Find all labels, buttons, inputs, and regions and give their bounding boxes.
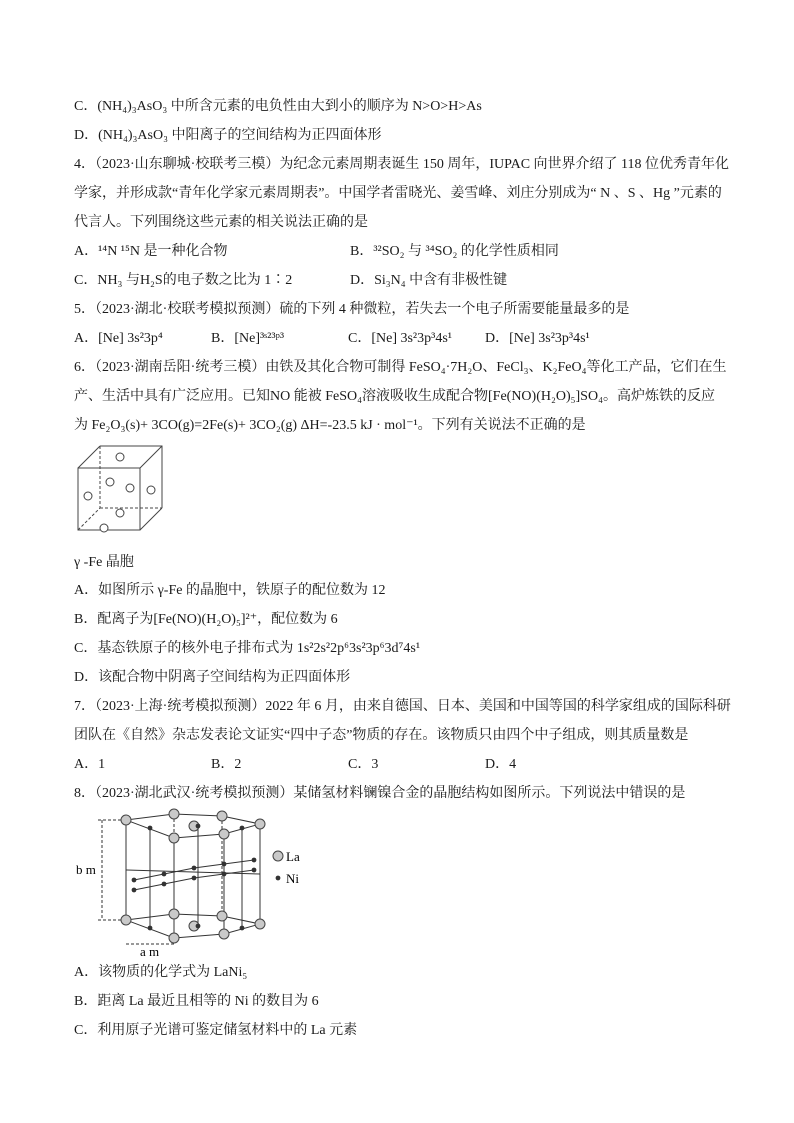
q4-stem-2: 学家，并形成款“青年化学家元素周期表”。中国学者雷晓光、姜雪峰、刘庄分别成为“ N 、S 、Hg ”元素的 [74, 186, 722, 201]
q5-option-b: B．[Ne]³ˢ²³ᵖ³ [211, 331, 285, 346]
lani5-unit-cell-figure [74, 808, 734, 958]
q4-options-row-2 [74, 266, 734, 295]
q4-options-row-1 [74, 237, 734, 266]
q4-stem-1: 4．（2023·山东聊城·校联考三模）为纪念元素周期表诞生 150 周年，IUPAC 向世界介绍了 118 位优秀青年化 [74, 157, 730, 172]
fcc-cube-diagram [74, 440, 184, 550]
q8-option-a: A．该物质的化学式为 LaNi₅ [74, 965, 248, 980]
legend-ni: Ni [286, 871, 299, 886]
q5-option-a: A．[Ne] 3s²3p⁴ [74, 331, 163, 346]
q4-option-d: D．Si₃N₄ 中含有非极性键 [350, 273, 508, 288]
q4-option-c: C．NH₃ 与H₂S的电子数之比为 1∶2 [74, 273, 293, 288]
q6-option-a: A．如图所示 γ-Fe 的晶胞中，铁原子的配位数为 12 [74, 583, 386, 598]
q4-option-a: A．¹⁴N ¹⁵N 是一种化合物 [74, 244, 228, 259]
q7-option-a: A．1 [74, 757, 106, 772]
q4-stem-3: 代言人。下列围绕这些元素的相关说法正确的是 [74, 215, 368, 230]
gamma-fe-caption: γ -Fe 晶胞 [74, 555, 134, 570]
q7-option-c: C．3 [348, 757, 379, 772]
q6-option-c: C．基态铁原子的核外电子排布式为 1s²2s²2p⁶3s²3p⁶3d⁷4s¹ [74, 641, 421, 656]
q7-stem-2: 团队在《自然》杂志发表论文证实“四中子态”物质的存在。该物质只由四个中子组成，则其质量数是 [74, 728, 689, 743]
q7-stem-1: 7．（2023·上海·统考模拟预测）2022 年 6 月，由来自德国、日本、美国和中国等国的科学家组成的国际科研 [74, 699, 731, 714]
q3-option-d: D．(NH₄)₃AsO₃ 中阳离子的空间结构为正四面体形 [74, 128, 382, 143]
gamma-fe-unit-cell-figure [74, 440, 734, 550]
q5-options [74, 324, 734, 353]
q6-option-d: D．该配合物中阴离子空间结构为正四面体形 [74, 670, 351, 685]
q7-option-d: D．4 [485, 757, 517, 772]
q5-stem: 5．（2023·湖北·校联考模拟预测）硫的下列 4 种微粒，若失去一个电子所需要能量最多的是 [74, 302, 630, 317]
q5-option-d: D．[Ne] 3s²3p³4s¹ [485, 331, 590, 346]
b-dimension-label: b m [76, 862, 96, 877]
q6-option-b: B．配离子为[Fe(NO)(H₂O)₅]²⁺，配位数为 6 [74, 612, 338, 627]
q6-stem-2: 产、生活中具有广泛应用。已知NO 能被 FeSO₄溶液吸收生成配合物[Fe(NO)(H₂O)₅]SO₄。高炉炼铁的反应 [74, 389, 715, 404]
hexagonal-cell-diagram [74, 808, 314, 958]
q8-option-b: B．距离 La 最近且相等的 Ni 的数目为 6 [74, 994, 319, 1009]
q8-stem: 8．（2023·湖北武汉·统考模拟预测）某储氢材料镧镍合金的晶胞结构如图所示。下列说法中错误的是 [74, 786, 686, 801]
exam-page [74, 92, 734, 1045]
q6-stem-1: 6．（2023·湖南岳阳·统考三模）由铁及其化合物可制得 FeSO₄·7H₂O、FeCl₃、K₂FeO₄等化工产品，它们在生 [74, 360, 727, 375]
q7-options [74, 750, 734, 779]
q7-option-b: B．2 [211, 757, 242, 772]
q5-option-c: C．[Ne] 3s²3p³4s¹ [348, 331, 452, 346]
q6-stem-3: 为 Fe₂O₃(s)+ 3CO(g)=2Fe(s)+ 3CO₂(g) ΔH=-23.5 kJ · mol⁻¹。下列有关说法不正确的是 [74, 418, 586, 433]
a-dimension-label: a m [140, 944, 160, 958]
q3-option-c: C．(NH₄)₃AsO₃ 中所含元素的电负性由大到小的顺序为 N>O>H>As [74, 99, 482, 114]
legend-la: La [286, 849, 300, 864]
q8-option-c: C．利用原子光谱可鉴定储氢材料中的 La 元素 [74, 1023, 358, 1038]
q4-option-b: B．³²SO₂ 与 ³⁴SO₂ 的化学性质相同 [350, 244, 559, 259]
